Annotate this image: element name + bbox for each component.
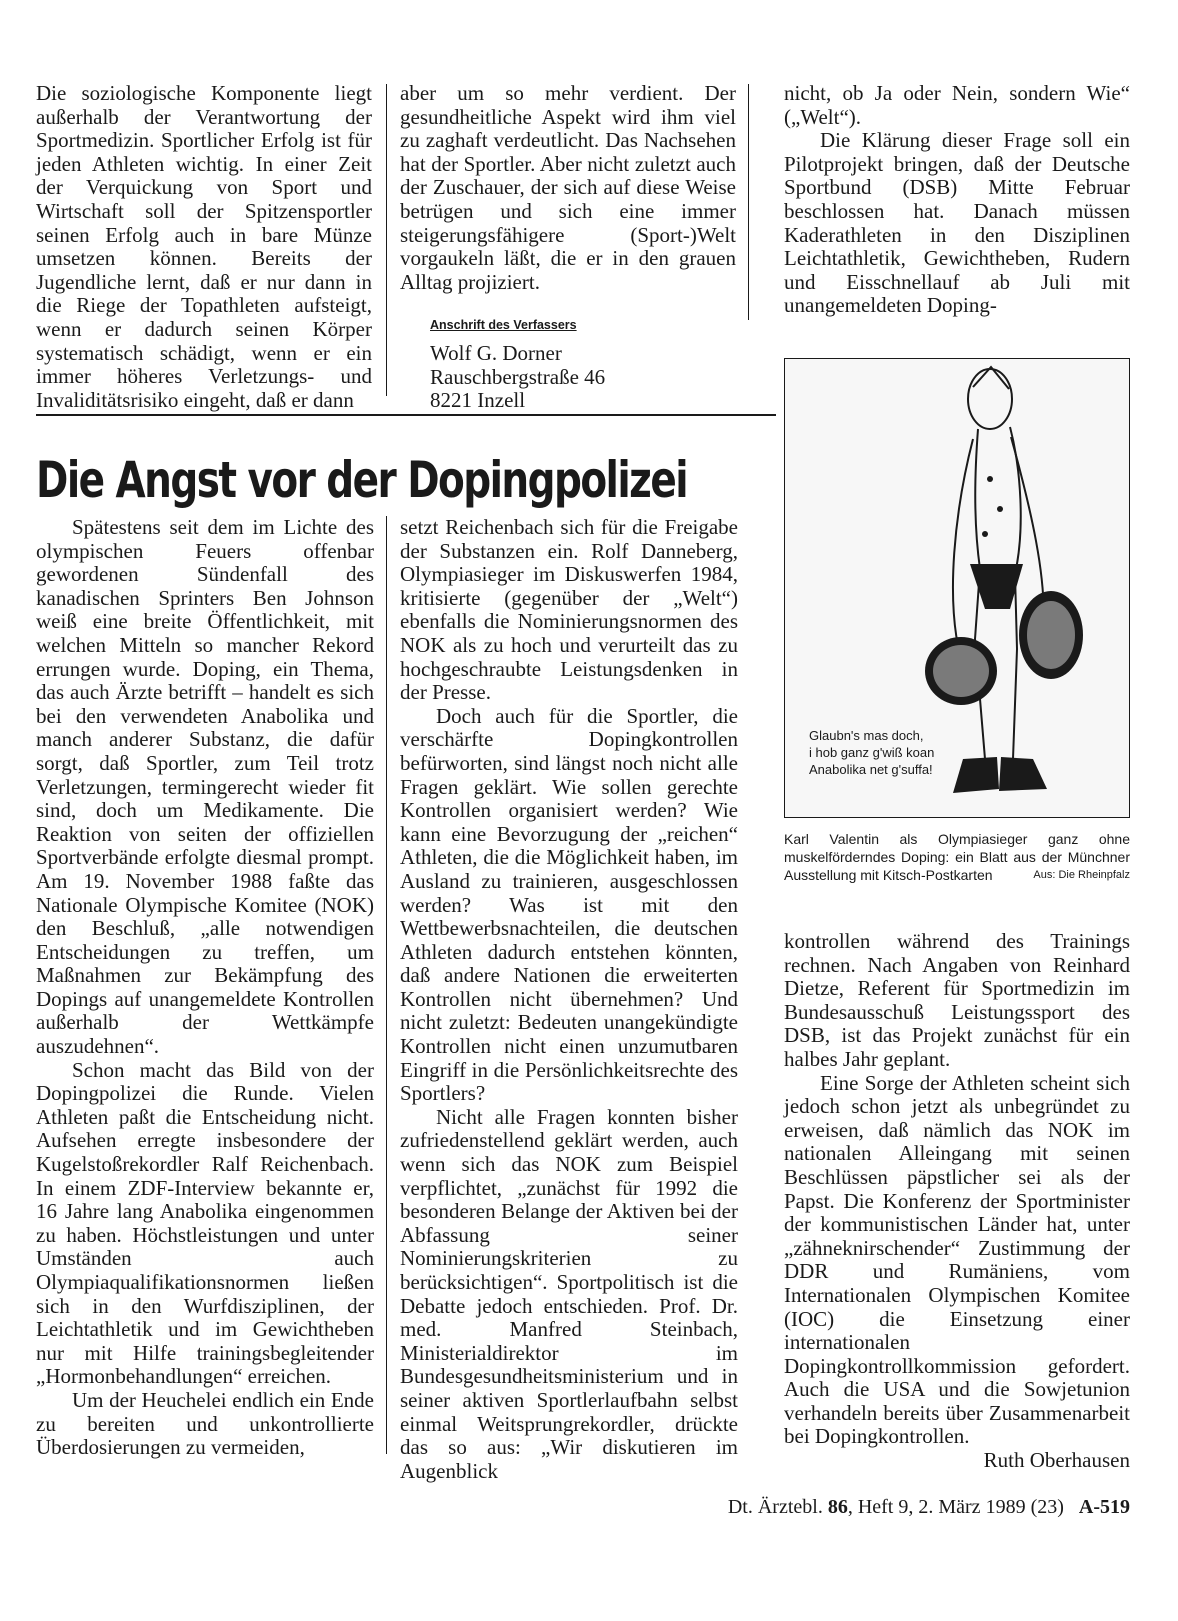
top-column-1: [36, 82, 372, 412]
speech-line: Anabolika net g'suffa!: [809, 762, 933, 777]
footer-volume: 86: [827, 1496, 848, 1518]
article-column-3-bottom: [784, 930, 1130, 1473]
page-footer: [640, 1496, 1130, 1519]
footer-page-number: A-519: [1078, 1496, 1130, 1518]
col3-paragraph: kontrollen während des Trainings rechnen. Nach Angaben von Reinhard Dietze, Referent für Sportmedizin im Bundesausschuß Leistungssport des DSB, ist das Projekt zunächst für ein halbes Jahr geplant.: [784, 929, 1130, 1071]
col3-paragraph: nicht, ob Ja oder Nein, sondern Wie“ („Welt“).: [784, 81, 1130, 129]
footer-issue: , Heft 9, 2. März 1989 (23): [847, 1496, 1064, 1518]
article-column-2: [400, 516, 738, 1483]
top-column-divider-1: [386, 84, 387, 396]
caption-source: Aus: Die Rheinpfalz: [1033, 869, 1130, 881]
article-headline: Die Angst vor der Dopingpolizei: [36, 451, 688, 509]
col3-paragraph: Die Klärung dieser Frage soll ein Pilotprojekt bringen, daß der Deutsche Sportbund (DSB) Mitte Februar beschlossen hat. Danach müssen Kaderathleten in den Disziplinen Leichtathletik, Gewichtheben, Rudern und Eisschnellauf ab Juli mit unangemeldeten Doping-: [784, 128, 1130, 318]
speech-line: Glaubn's mas doch,: [809, 728, 924, 743]
article-column-1: [36, 516, 374, 1460]
cartoon-speech: [809, 727, 969, 778]
col2-paragraph: Nicht alle Fragen konnten bisher zufriedenstellend geklärt werden, auch wenn sich das NOK zum Beispiel verpflichtet, „zunächst für 1992 die besonderen Belange der Aktiven bei der Abfassung seiner Nominierungskriterien zu berücksichtigen“. Sportpolitisch ist die Debatte jedoch entschieden. Prof. Dr. med. Manfred Steinbach, Ministerialdirektor im Bundesgesundheitsministerium und in seiner aktiven Sportlerlaufbahn selbst einmal Weitsprungrekordler, drückte das so aus: „Wir diskutieren im Augenblick: [400, 1104, 738, 1483]
cartoon-caption: [784, 830, 1130, 884]
address-label: Anschrift des Verfassers: [430, 318, 577, 333]
author-signature: Ruth Oberhausen: [983, 1448, 1130, 1473]
cartoon-illustration: [784, 358, 1130, 818]
article-column-3-top: [784, 82, 1130, 318]
col2-paragraph: Doch auch für die Sportler, die verschärfte Dopingkontrollen befürworten, sind längst noch nicht alle Fragen geklärt. Wie sollen gerechte Kontrollen organisiert werden? Wie kann eine Bevorzugung der „reichen“ Athleten, die die Möglichkeit haben, im Ausland zu trainieren, ausgeschlossen werden? Was ist mit den Wettbewerbsnachteilen, die deutschen Athleten dadurch entstehen könnten, daß andere Nationen die erweiterten Kontrollen nicht übernehmen? Und nicht zuletzt: Bedeuten unangekündigte Kontrollen nicht einen unzumutbaren Eingriff in die Persönlichkeitsrechte des Sportlers?: [400, 703, 738, 1106]
address-line-city: 8221 Inzell: [430, 388, 526, 413]
article-column-divider-1: [386, 516, 387, 1454]
top-col1-text: Die soziologische Komponente liegt außerhalb der Verantwortung der Sportmedizin. Sportlicher Erfolg ist für jeden Athleten wichtig. In einer Zeit der Verquickung von Sport und Wirtschaft soll der Spitzensportler seinen Erfolg auch in bare Münze umsetzen können. Bereits der Jugendliche lernt, daß er nur dann in die Riege der Topathleten aufsteigt, wenn er dadurch seinen Körper systematisch schädigt, wenn er ein immer höheres Verletzungs- und Invaliditätsrisiko eingeht, daß er dann: [36, 81, 372, 412]
speech-line: i hob ganz g'wiß koan: [809, 745, 935, 760]
footer-journal: Dt. Ärztebl.: [727, 1496, 823, 1518]
top-col2-text: aber um so mehr verdient. Der gesundheitliche Aspekt wird ihm viel zu zaghaft verdeutlicht. Das Nachsehen hat der Sportler. Aber nicht zuletzt auch der Zuschauer, der sich auf diese Weise betrügen und sich eine immer steigerungsfähigere (Sport-)Welt vorgaukeln läßt, die er in den grauen Alltag projiziert.: [400, 81, 736, 294]
top-column-2: [400, 82, 736, 413]
col1-paragraph: Schon macht das Bild von der Dopingpolizei die Runde. Vielen Athleten paßt die Entscheidung nicht. Aufsehen erregte insbesondere der Kugelstoßrekordler Ralf Reichenbach. In einem ZDF-Interview bekannte er, 16 Jahre lang Anabolika eingenommen zu haben. Höchstleistungen und unter Umständen auch Olympiaqualifikationsnormen ließen sich in den Wurfdisziplinen, der Leichtathletik und im Gewichtheben nur mit Hilfe trainingsbegleitender „Hormonbehandlungen“ erreichen.: [36, 1057, 374, 1389]
address-line-name: Wolf G. Dorner: [430, 340, 562, 365]
headline-rule: [36, 414, 776, 416]
col1-paragraph: Um der Heuchelei endlich ein Ende zu bereiten und unkontrollierte Überdosierungen zu vermeiden,: [36, 1387, 374, 1460]
caption-text: Karl Valentin als Olympiasieger ganz ohne muskelförderndes Doping: ein Blatt aus der Münchner Ausstellung mit Kitsch-Postkarten: [784, 831, 1130, 883]
address-line-street: Rauschbergstraße 46: [430, 364, 606, 389]
top-column-divider-2: [748, 84, 749, 320]
col1-paragraph: Spätestens seit dem im Lichte des olympischen Feuers offenbar gewordenen Sündenfall des kanadischen Sprinters Ben Johnson weiß eine breite Öffentlichkeit, mit welchen Mitteln so mancher Rekord errungen wurde. Doping, ein Thema, das auch Ärzte betrifft – handelt es sich bei den verwendeten Anabolika und manch anderer Substanz, die dafür sorgt, daß Sportler, zum Teil trotz Verletzungen, termingerecht wieder fit sind, doch um Medikamente. Die Reaktion von seiten der offiziellen Sportverbände erfolgte diesmal prompt. Am 19. November 1988 faßte das Nationale Olympische Komitee (NOK) den Beschluß, „alle notwendigen Entscheidungen zu treffen, um Maßnahmen zur Bekämpfung des Dopings auf unangemeldete Kontrollen außerhalb der Wettkämpfe auszudehnen“.: [36, 515, 374, 1059]
col3-paragraph: Eine Sorge der Athleten scheint sich jedoch schon jetzt als unbegründet zu erweisen, daß nämlich das NOK im nationalen Alleingang mit seinen Beschlüssen päpstlicher sei als der Papst. Die Konferenz der Sportminister der kommunistischen Länder hat, unter „zähneknirschender“ Zustimmung der DDR und Rumäniens, vom Internationalen Olympischen Komitee (IOC) die Einsetzung einer internationalen Dopingkontrollkommission gefordert. Auch die USA und die Sowjetunion verhandeln bereits über Zusammenarbeit bei Dopingkontrollen.: [784, 1070, 1130, 1449]
col2-paragraph: setzt Reichenbach sich für die Freigabe der Substanzen ein. Rolf Danneberg, Olympiasieger im Diskuswerfen 1984, kritisierte (gegenüber der „Welt“) ebenfalls die Nominierungsnormen des NOK als zu hoch und verurteilt das zu hochgeschraubte Leistungsdenken in der Presse.: [400, 515, 738, 705]
